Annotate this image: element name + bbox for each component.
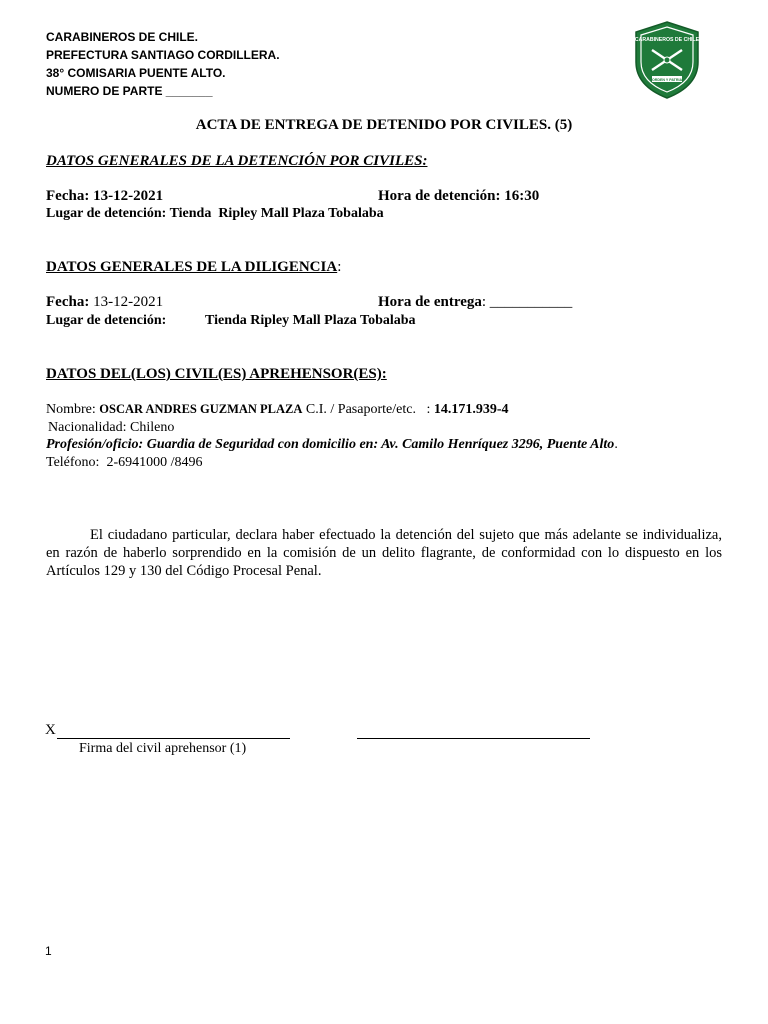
header-prefecture: PREFECTURA SANTIAGO CORDILLERA. <box>46 48 280 62</box>
section-apprehender-heading: DATOS DEL(LOS) CIVIL(ES) APREHENSOR(ES): <box>46 366 387 382</box>
delivery-place-value: Tienda Ripley Mall Plaza Tobalaba <box>205 313 416 328</box>
delivery-time <box>378 294 572 311</box>
delivery-time-value: : ___________ <box>481 294 573 310</box>
delivery-date <box>46 294 163 311</box>
apprehender-profession-end: . <box>614 437 618 452</box>
apprehender-id-label: C.I. / Pasaporte/etc. : <box>305 402 431 417</box>
header-institution: CARABINEROS DE CHILE. <box>46 30 199 44</box>
detention-date-value: 13-12-2021 <box>93 188 164 204</box>
detention-date <box>46 188 163 205</box>
apprehender-name-label: Nombre: <box>46 402 96 417</box>
apprehender-profession-row <box>46 437 618 453</box>
delivery-place-label: Lugar de detención: <box>46 313 167 328</box>
delivery-place <box>46 313 166 329</box>
declaration-paragraph: El ciudadano particular, declara haber efectuado la detención del sujeto que más adelante se individualiza, en razón de haberlo sorprendido en la comisión de un delito flagrante, de conformidad con lo dispuesto en los Artículos 129 y 130 del Código Procesal Penal. <box>46 527 722 579</box>
apprehender-profession: Profesión/oficio: Guardia de Seguridad con domicilio en: Av. Camilo Henríquez 3296, Puente Alto <box>46 437 615 452</box>
section-diligence-heading-row <box>46 259 341 276</box>
apprehender-id-value: 14.171.939-4 <box>433 402 509 417</box>
delivery-time-label: Hora de entrega <box>378 294 482 310</box>
carabineros-shield-logo <box>632 20 702 100</box>
delivery-date-value: 13-12-2021 <box>93 294 164 310</box>
page-number: 1 <box>45 944 52 958</box>
apprehender-name-value: OSCAR ANDRES GUZMAN PLAZA <box>99 402 303 416</box>
section-detention-heading: DATOS GENERALES DE LA DETENCIÓN POR CIVILES: <box>46 153 428 169</box>
detention-date-label: Fecha: <box>46 188 90 204</box>
signature-x-mark: X <box>45 722 56 738</box>
signature-line-apprehender <box>57 738 290 739</box>
detention-time <box>378 188 539 205</box>
section-diligence-heading: DATOS GENERALES DE LA DILIGENCIA <box>46 259 338 275</box>
logo-text-bottom: ORDEN Y PATRIA <box>651 77 683 82</box>
document-title: ACTA DE ENTREGA DE DETENIDO POR CIVILES. (5) <box>195 117 573 133</box>
apprehender-name-row <box>46 402 509 418</box>
header-parte-number: NUMERO DE PARTE _______ <box>46 84 213 98</box>
signature-line-second <box>357 738 590 739</box>
delivery-date-label: Fecha: <box>46 294 90 310</box>
detention-place-value: Tienda Ripley Mall Plaza Tobalaba <box>169 206 384 221</box>
apprehender-phone: Teléfono: 2-6941000 /8496 <box>46 455 203 470</box>
section-diligence-colon: : <box>337 259 342 275</box>
detention-place <box>46 206 384 222</box>
header-comisaria: 38° COMISARIA PUENTE ALTO. <box>46 66 226 80</box>
apprehender-nationality: Nacionalidad: Chileno <box>48 420 175 435</box>
signature-caption: Firma del civil aprehensor (1) <box>79 741 247 756</box>
detention-time-value: 16:30 <box>504 188 540 204</box>
logo-text-top: CARABINEROS DE CHILE <box>634 37 700 43</box>
detention-place-label: Lugar de detención: <box>46 206 167 221</box>
detention-time-label: Hora de detención: <box>378 188 501 204</box>
